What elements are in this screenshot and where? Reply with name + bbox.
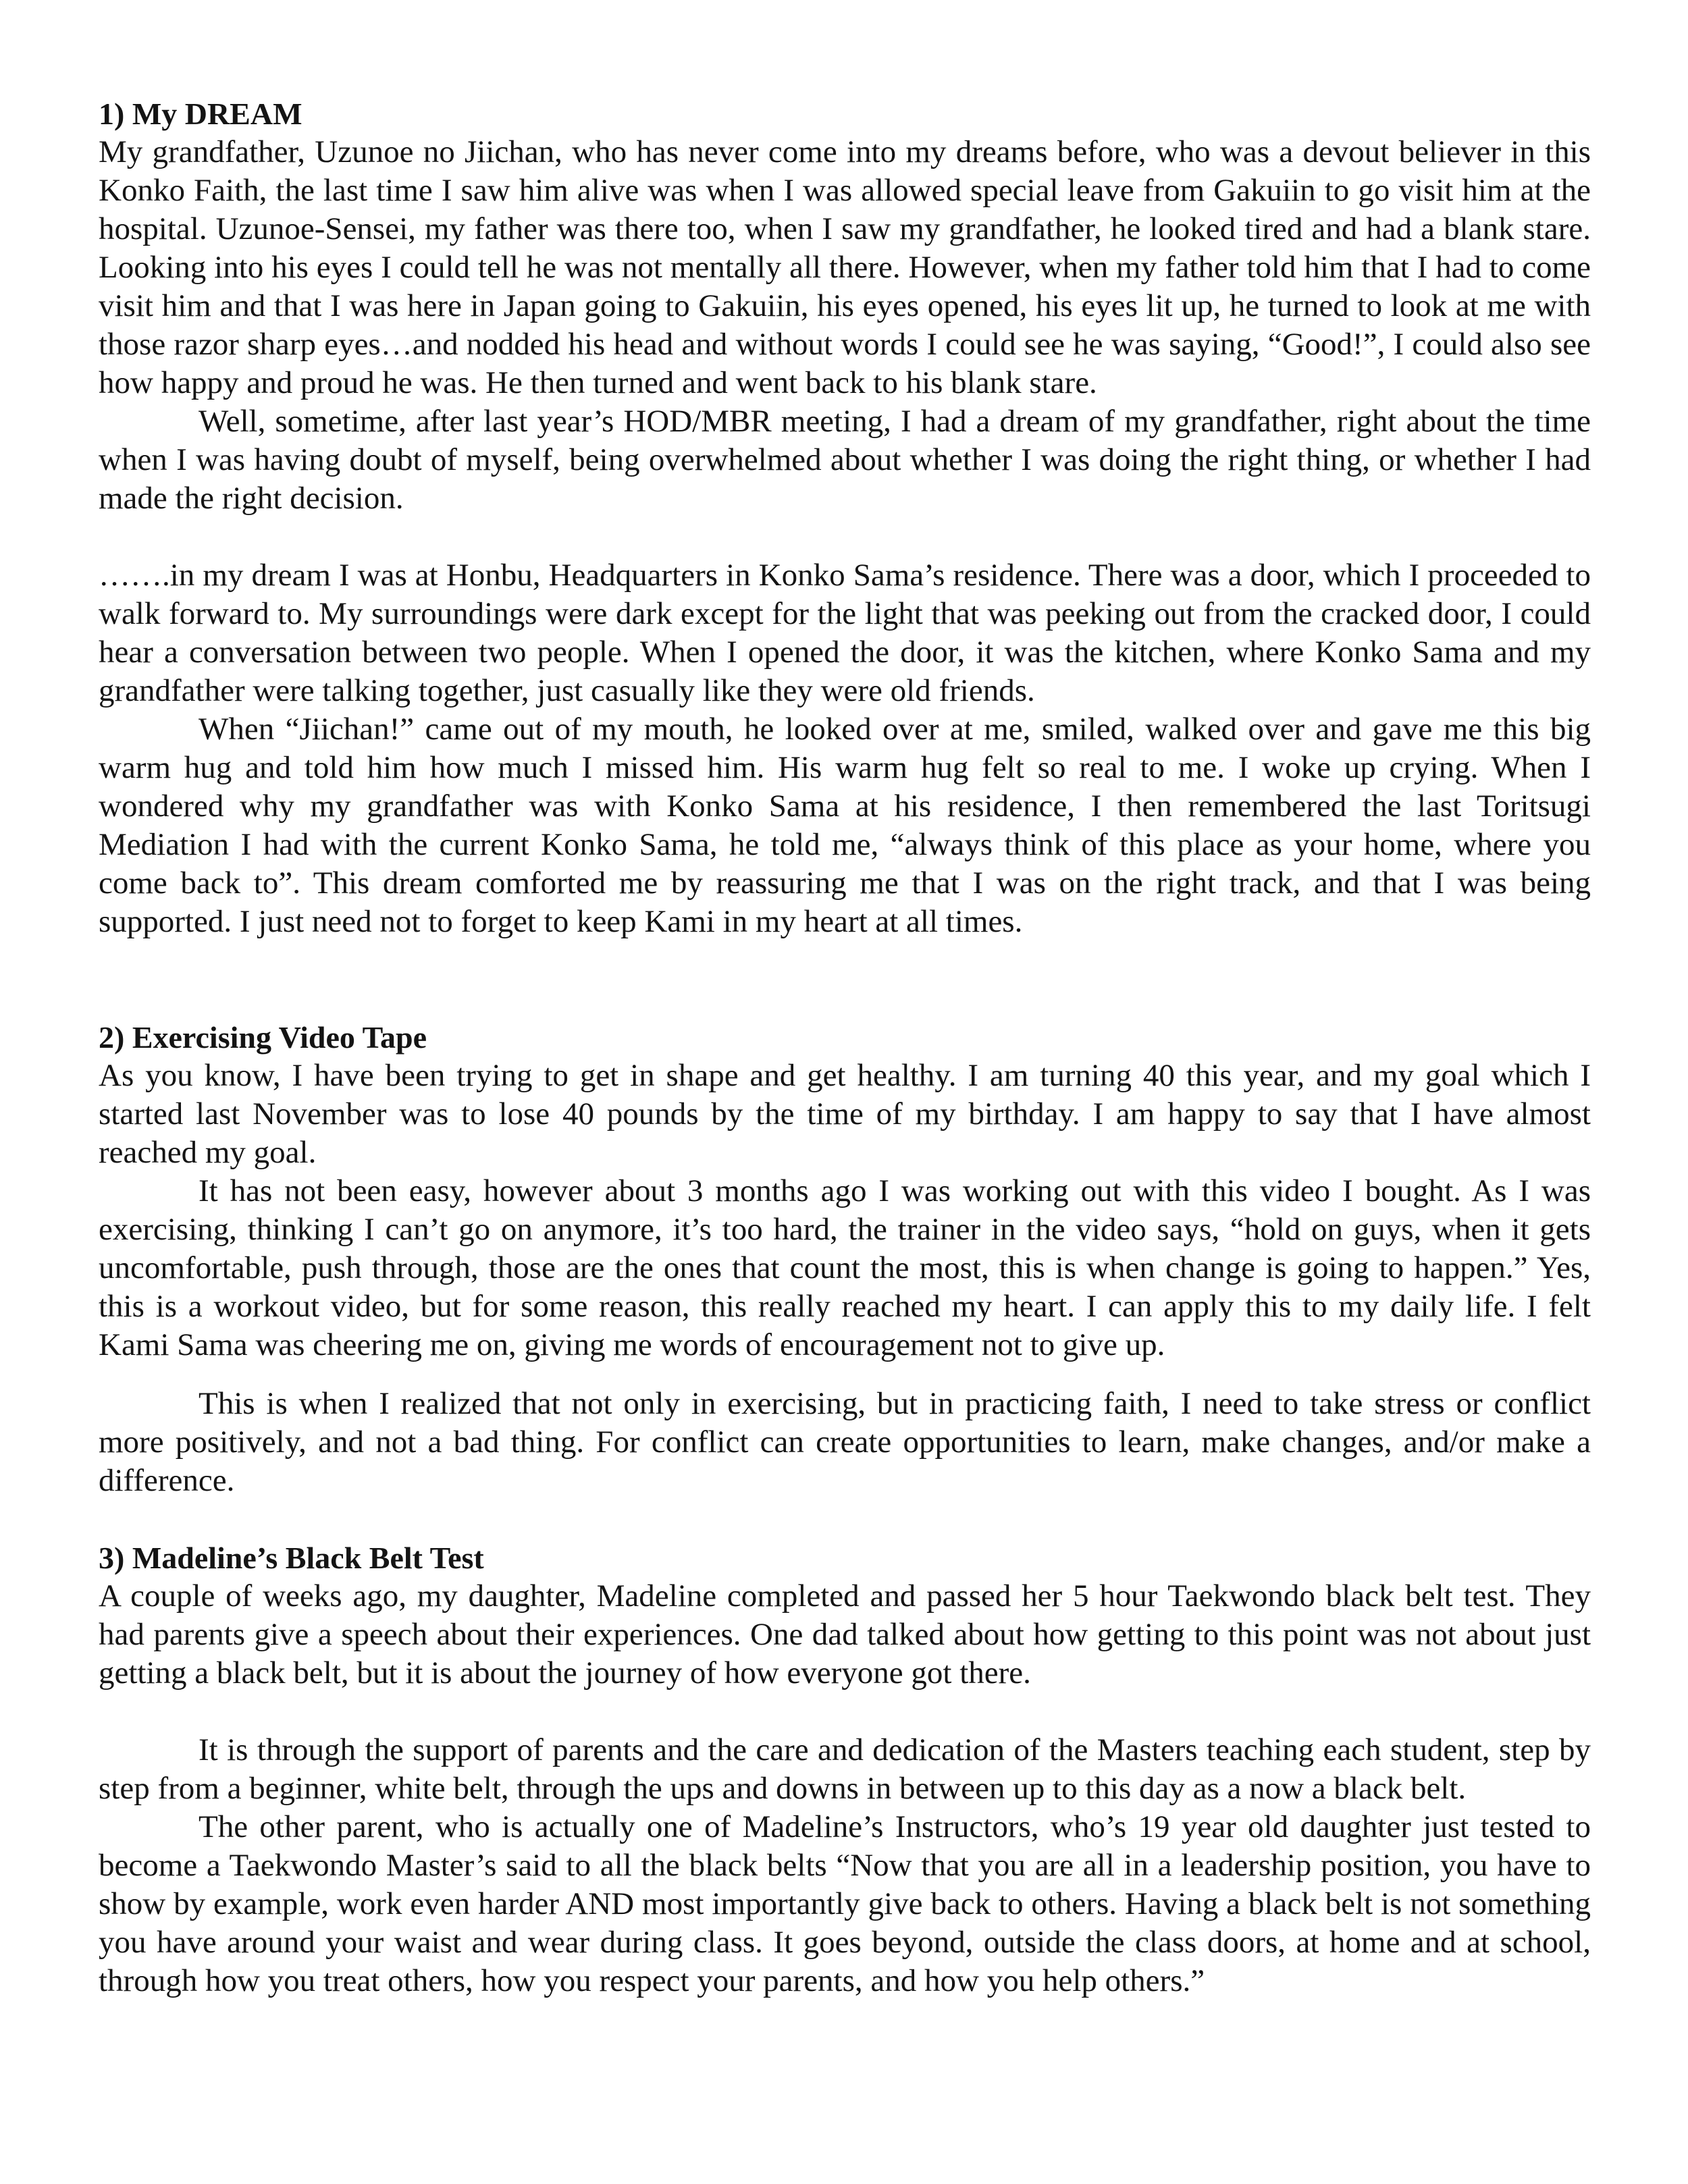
section-exercising-video-tape	[99, 1018, 1591, 1500]
section-heading: 1) My DREAM	[99, 97, 302, 131]
paragraph: As you know, I have been trying to get in shape and get healthy. I am turning 40 this year, and my goal which I started last November was to lose 40 pounds by the time of my birthday. I am happy to say that I have almost reached my goal.	[99, 1058, 1591, 1170]
paragraph: When “Jiichan!” came out of my mouth, he looked over at me, smiled, walked over and gave me this big warm hug and told him how much I missed him. His warm hug felt so real to me. I woke up crying. When I wondered why my grandfather was with Konko Sama at his residence, I then remembered the last Toritsugi Mediation I had with the current Konko Sama, he told me, “always think of this place as your home, where you come back to”. This dream comforted me by reassuring me that I was on the right track, and that I was being supported. I just need not to forget to keep Kami in my heart at all times.	[99, 712, 1591, 939]
paragraph: It is through the support of parents and the care and dedication of the Masters teaching each student, step by step from a beginner, white belt, through the ups and downs in between up to this day as a now a black belt.	[99, 1732, 1591, 1806]
paragraph: It has not been easy, however about 3 months ago I was working out with this video I bought. As I was exercising, thinking I can’t go on anymore, it’s too hard, the trainer in the video says, “hold on guys, when it gets uncomfortable, push through, those are the ones that count the most, this is when change is going to happen.” Yes, this is a workout video, but for some reason, this really reached my heart. I can apply this to my daily life. I felt Kami Sama was cheering me on, giving me words of encouragement not to give up.	[99, 1173, 1591, 1362]
paragraph: A couple of weeks ago, my daughter, Madeline completed and passed her 5 hour Taekwondo black belt test. They had parents give a speech about their experiences. One dad talked about how getting to this point was not about just getting a black belt, but it is about the journey of how everyone got there.	[99, 1578, 1591, 1690]
paragraph: The other parent, who is actually one of Madeline’s Instructors, who’s 19 year old daughter just tested to become a Taekwondo Master’s said to all the black belts “Now that you are all in a leadership position, you have to show by example, work even harder AND most importantly give back to others. Having a black belt is not something you have around your waist and wear during class. It goes beyond, outside the class doors, at home and at school, through how you treat others, how you respect your parents, and how you help others.”	[99, 1809, 1591, 1998]
document-page	[99, 95, 1591, 2000]
section-heading: 3) Madeline’s Black Belt Test	[99, 1541, 484, 1575]
paragraph: …….in my dream I was at Honbu, Headquarters in Konko Sama’s residence. There was a door, which I proceeded to walk forward to. My surroundings were dark except for the light that was peeking out from the cracked door, I could hear a conversation between two people. When I opened the door, it was the kitchen, where Konko Sama and my grandfather were talking together, just casually like they were old friends.	[99, 558, 1591, 708]
section-heading: 2) Exercising Video Tape	[99, 1020, 427, 1055]
paragraph: My grandfather, Uzunoe no Jiichan, who has never come into my dreams before, who was a devout believer in this Konko Faith, the last time I saw him alive was when I was allowed special leave from Gakuiin to go visit him at the hospital. Uzunoe-Sensei, my father was there too, when I saw my grandfather, he looked tired and had a blank stare. Looking into his eyes I could tell he was not mentally all there. However, when my father told him that I had to come visit him and that I was here in Japan going to Gakuiin, his eyes opened, his eyes lit up, he turned to look at me with those razor sharp eyes…and nodded his head and without words I could see he was saying, “Good!”, I could also see how happy and proud he was. He then turned and went back to his blank stare.	[99, 134, 1591, 400]
paragraph: Well, sometime, after last year’s HOD/MBR meeting, I had a dream of my grandfather, right about the time when I was having doubt of myself, being overwhelmed about whether I was doing the right thing, or whether I had made the right decision.	[99, 404, 1591, 516]
section-black-belt-test	[99, 1539, 1591, 2000]
section-my-dream	[99, 95, 1591, 941]
paragraph: This is when I realized that not only in exercising, but in practicing faith, I need to take stress or conflict more positively, and not a bad thing. For conflict can create opportunities to learn, make changes, and/or make a difference.	[99, 1386, 1591, 1498]
